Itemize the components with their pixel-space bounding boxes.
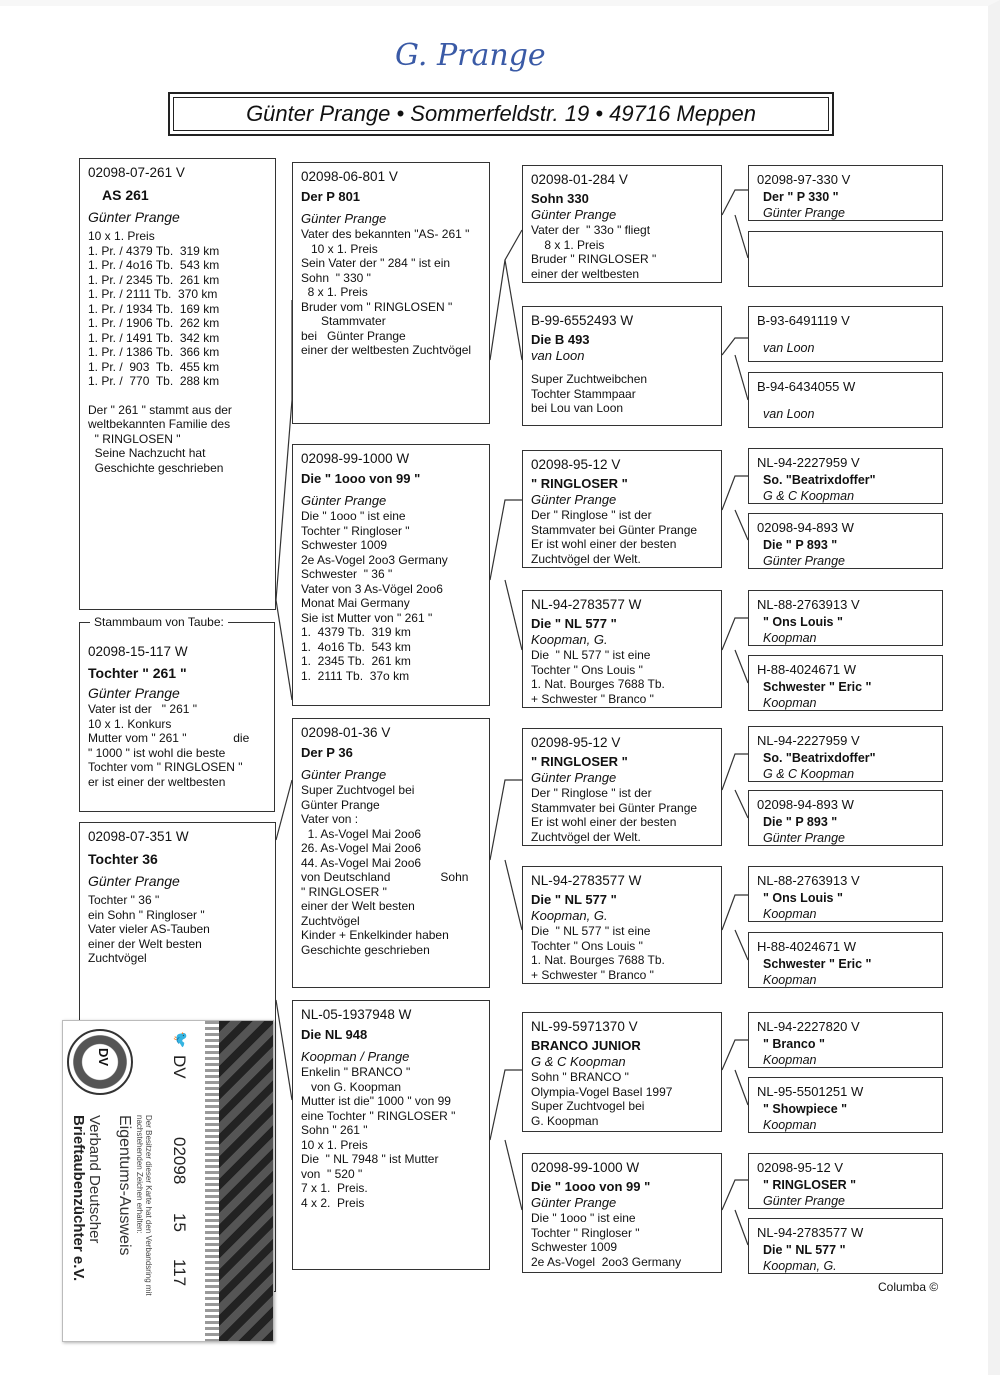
gen4-box: [748, 448, 943, 504]
gen4-box: [748, 655, 943, 711]
gen3-reg: NL-94-2783577 W: [531, 873, 642, 888]
card-dv: DV: [170, 1055, 189, 1079]
gen3-line: 1. Nat. Bourges 7688 Tb.: [531, 677, 665, 691]
subject-line: 1. Pr. / 2345 Tb. 261 km: [88, 272, 220, 287]
gen2-line: Vater von :: [301, 812, 359, 826]
stammbaum-line: 10 x 1. Konkurs: [88, 716, 172, 731]
gen3-line: Super Zuchtvogel bei: [531, 1099, 645, 1113]
gen3-line: Sohn " BRANCO ": [531, 1070, 629, 1084]
stammbaum-reg: 02098-15-117 W: [88, 644, 188, 659]
gen4-reg: NL-94-2227820 V: [757, 1019, 860, 1034]
gen4-reg: NL-88-2763913 V: [757, 597, 860, 612]
gen2-breeder: Koopman / Prange: [301, 1049, 410, 1064]
gen2-line: Mutter ist die" 1000 " von 99: [301, 1094, 451, 1108]
gen4-breeder: Koopman: [763, 1053, 817, 1067]
gen3-line: + Schwester " Branco ": [531, 691, 654, 706]
gen3-box: [522, 1153, 722, 1273]
gen4-breeder: Koopman: [763, 907, 817, 921]
gen2-line: 1. 2111 Tb. 37o km: [301, 668, 410, 683]
gen4-name: Die " P 893 ": [763, 815, 838, 829]
gen4-breeder: Günter Prange: [763, 1194, 845, 1208]
gen2-line: Sohn " 261 ": [301, 1123, 368, 1137]
gen4-reg: NL-94-2227959 V: [757, 455, 860, 470]
gen2-name: Die NL 948: [301, 1027, 368, 1042]
gen4-breeder: Koopman: [763, 696, 817, 710]
gen2-line: Tochter " Ringloser ": [301, 523, 410, 538]
pigeon-icon: 🐦: [173, 1031, 189, 1049]
gen2-line: von G. Koopman: [301, 1079, 402, 1094]
gen3-reg: 02098-99-1000 W: [531, 1160, 640, 1175]
gen3-line: Tochter Stammpaar: [531, 386, 636, 401]
gen4-breeder: G & C Koopman: [763, 767, 855, 781]
gen3-line: Der " Ringlose " ist der: [531, 508, 652, 522]
gen2-line: von Deutschland Sohn: [301, 870, 469, 884]
stammbaum-name: Tochter " 261 ": [88, 665, 187, 681]
gen4-reg: NL-95-5501251 W: [757, 1084, 864, 1099]
gen2-box: [292, 444, 490, 706]
gen3-breeder: Koopman, G.: [531, 632, 608, 647]
ownership-card-content: [63, 1021, 273, 1341]
gen3-line: 2e As-Vogel 2oo3 Germany: [531, 1254, 682, 1269]
mother-line: Vater vieler AS-Tauben: [88, 922, 210, 936]
gen4-box: [748, 1012, 943, 1068]
card-stripe-pattern: [205, 1021, 219, 1341]
subject-line: 1. Pr. / 4o16 Tb. 543 km: [88, 258, 220, 272]
gen2-line: Vater des bekannten "AS- 261 ": [301, 227, 470, 241]
subject-line: 1. Pr. / 1906 Tb. 262 km: [88, 316, 220, 330]
gen2-line: Enkelin " BRANCO ": [301, 1065, 411, 1079]
gen4-reg: NL-88-2763913 V: [757, 873, 860, 888]
gen3-line: Er ist wohl einer der besten: [531, 815, 677, 829]
gen3-box: [522, 306, 722, 426]
subject-box: [79, 158, 276, 610]
card-logo-text: DV: [96, 1048, 111, 1067]
gen2-line: einer der weltbesten Zuchtvögel: [301, 343, 472, 357]
gen4-box: [748, 590, 943, 646]
gen2-line: 1. 4379 Tb. 319 km: [301, 625, 411, 639]
gen3-line: Tochter " Ringloser ": [531, 1225, 640, 1240]
gen4-reg: H-88-4024671 W: [757, 939, 856, 954]
gen3-reg: B-99-6552493 W: [531, 313, 634, 328]
gen3-line: Zuchtvögel der Welt.: [531, 829, 641, 844]
gen4-box: [748, 513, 943, 569]
columba-copyright: Columba ©: [878, 1280, 939, 1294]
gen3-box: [522, 450, 722, 568]
gen2-line: Sein Vater der " 284 " ist ein: [301, 256, 451, 270]
gen2-line: von " 520 ": [301, 1166, 363, 1181]
mother-reg: 02098-07-351 W: [88, 829, 189, 844]
gen4-reg: 02098-94-893 W: [757, 520, 854, 535]
subject-line: " RINGLOSEN ": [88, 431, 181, 446]
gen2-line: " RINGLOSER ": [301, 884, 387, 899]
gen2-box: [292, 718, 490, 988]
gen2-line: Die " 1ooo " ist eine: [301, 509, 406, 523]
stammbaum-breeder: Günter Prange: [88, 684, 180, 701]
mother-line: ein Sohn " Ringloser ": [88, 907, 205, 922]
gen2-line: 1. 2345 Tb. 261 km: [301, 654, 411, 668]
gen2-line: 2e As-Vogel 2oo3 Germany: [301, 552, 448, 567]
gen4-box: [748, 231, 943, 287]
gen2-reg: 02098-99-1000 W: [301, 451, 410, 466]
gen2-line: Monat Mai Germany: [301, 596, 410, 610]
gen4-box: [748, 932, 943, 988]
gen3-box: [522, 165, 722, 283]
gen4-name: " Showpiece ": [763, 1102, 848, 1116]
gen2-line: Zuchtvögel: [301, 913, 360, 928]
gen2-box: [292, 162, 490, 424]
gen4-name: So. "Beatrixdoffer": [763, 473, 876, 487]
gen3-name: BRANCO JUNIOR: [531, 1038, 641, 1053]
subject-line: 1. Pr. / 1386 Tb. 366 km: [88, 345, 220, 359]
gen3-breeder: G & C Koopman: [531, 1054, 626, 1069]
gen2-line: Schwester " 36 ": [301, 567, 393, 581]
gen4-name: Die " P 893 ": [763, 538, 838, 552]
stammbaum-line: er ist einer der weltbesten: [88, 774, 226, 789]
gen3-line: Die " 1ooo " ist eine: [531, 1211, 636, 1225]
gen4-reg: NL-94-2783577 W: [757, 1225, 864, 1240]
gen3-name: Die B 493: [531, 332, 590, 347]
subject-line: weltbekannten Familie des: [88, 417, 231, 431]
gen3-reg: 02098-01-284 V: [531, 172, 628, 187]
gen2-name: Der P 36: [301, 745, 353, 760]
gen3-line: Zuchtvögel der Welt.: [531, 551, 641, 566]
subject-line: 1. Pr. / 903 Tb. 455 km: [88, 359, 220, 374]
gen3-line: Super Zuchtweibchen: [531, 372, 648, 386]
mother-line: Tochter " 36 ": [88, 893, 160, 907]
gen4-breeder: van Loon: [763, 341, 815, 355]
gen4-box: [748, 1218, 943, 1274]
subject-line: 1. Pr. / 1491 Tb. 342 km: [88, 330, 220, 345]
card-ring-number: 15: [170, 1213, 189, 1232]
gen3-line: Schwester 1009: [531, 1240, 618, 1254]
subject-line: [88, 389, 267, 403]
gen2-line: Die " NL 7948 " ist Mutter: [301, 1152, 439, 1166]
gen3-line: 8 x 1. Preis: [531, 237, 605, 252]
gen2-line: Schwester 1009: [301, 538, 388, 552]
mother-name: Tochter 36: [88, 851, 158, 867]
gen3-line: Tochter " Ons Louis ": [531, 662, 643, 677]
gen2-line: bei Günter Prange: [301, 328, 406, 343]
subject-line: Geschichte geschrieben: [88, 460, 224, 475]
gen4-reg: NL-94-2227959 V: [757, 733, 860, 748]
gen3-line: Olympia-Vogel Basel 1997: [531, 1084, 673, 1099]
gen3-line: Bruder " RINGLOSER ": [531, 252, 657, 266]
gen3-name: Die " NL 577 ": [531, 892, 617, 907]
subject-line: Der " 261 " stammt aus der: [88, 402, 232, 417]
gen3-box: [522, 866, 722, 984]
gen4-name: Schwester " Eric ": [763, 680, 872, 694]
gen3-breeder: Günter Prange: [531, 770, 617, 785]
gen3-line: Tochter " Ons Louis ": [531, 938, 643, 953]
gen2-breeder: Günter Prange: [301, 493, 387, 508]
gen4-name: " Ons Louis ": [763, 891, 843, 905]
gen4-box: [748, 165, 943, 221]
gen4-name: So. "Beatrixdoffer": [763, 751, 876, 765]
gen3-line: Vater der " 33o " fliegt: [531, 223, 651, 237]
card-ring-number: 02098: [170, 1137, 189, 1185]
gen4-box: [748, 866, 943, 922]
gen2-reg: NL-05-1937948 W: [301, 1007, 412, 1022]
gen3-reg: NL-94-2783577 W: [531, 597, 642, 612]
gen4-name: Schwester " Eric ": [763, 957, 872, 971]
signature: G. Prange: [395, 38, 546, 73]
gen3-line: + Schwester " Branco ": [531, 967, 654, 982]
gen3-box: [522, 728, 722, 846]
gen4-breeder: Koopman: [763, 973, 817, 987]
gen2-line: 26. As-Vogel Mai 2oo6: [301, 841, 422, 855]
gen2-line: 1. As-Vogel Mai 2oo6: [301, 826, 422, 841]
subject-reg: 02098-07-261 V: [88, 165, 185, 180]
gen2-line: 10 x 1. Preis: [301, 1137, 368, 1152]
gen3-breeder: Koopman, G.: [531, 908, 608, 923]
gen3-name: Die " 1ooo von 99 ": [531, 1179, 651, 1194]
gen2-line: 10 x 1. Preis: [301, 241, 378, 256]
card-org-line2: Brieftaubenzüchter e.V.: [70, 1115, 87, 1282]
gen2-line: 4 x 2. Preis: [301, 1195, 365, 1210]
gen3-name: " RINGLOSER ": [531, 476, 628, 491]
gen3-name: " RINGLOSER ": [531, 754, 628, 769]
gen4-name: " RINGLOSER ": [763, 1178, 857, 1192]
gen4-box: [748, 726, 943, 782]
gen3-line: Die " NL 577 " ist eine: [531, 924, 651, 938]
page-header: [168, 92, 834, 136]
stammbaum-box: [79, 615, 275, 812]
card-title: Eigentums-Ausweis: [116, 1115, 133, 1256]
header-title: Günter Prange • Sommerfeldstr. 19 • 49716 Meppen: [246, 101, 756, 126]
ownership-card: [62, 1020, 274, 1342]
gen2-line: 7 x 1. Preis.: [301, 1181, 368, 1195]
gen4-breeder: G & C Koopman: [763, 489, 855, 503]
gen4-reg: B-94-6434055 W: [757, 379, 856, 394]
card-ring-number: 117: [170, 1259, 189, 1287]
gen4-box: [748, 372, 943, 428]
gen3-line: Stammvater bei Günter Prange: [531, 800, 698, 815]
gen4-reg: H-88-4024671 W: [757, 662, 856, 677]
gen3-box: [522, 590, 722, 708]
gen4-reg: 02098-94-893 W: [757, 797, 854, 812]
gen3-line: G. Koopman: [531, 1113, 599, 1128]
gen4-box: [748, 1153, 943, 1209]
mother-line: Zuchtvögel: [88, 951, 147, 965]
gen2-line: einer der Welt besten: [301, 899, 415, 913]
subject-line: 1. Pr. / 770 Tb. 288 km: [88, 374, 220, 388]
gen3-line: Stammvater bei Günter Prange: [531, 522, 698, 537]
gen3-line: Er ist wohl einer der besten: [531, 537, 677, 551]
card-stripe: [219, 1021, 273, 1341]
stammbaum-line: Mutter vom " 261 " die: [88, 731, 250, 745]
gen4-reg: B-93-6491119 V: [757, 313, 850, 328]
stammbaum-line: Tochter vom " RINGLOSEN ": [88, 760, 243, 774]
gen4-reg: 02098-97-330 V: [757, 172, 851, 187]
subject-line: 1. Pr. / 2111 Tb. 370 km: [88, 287, 218, 301]
gen2-line: Sohn " 330 ": [301, 270, 371, 285]
gen2-reg: 02098-01-36 V: [301, 725, 391, 740]
gen2-name: Die " 1ooo von 99 ": [301, 471, 421, 486]
gen2-breeder: Günter Prange: [301, 767, 387, 782]
gen2-line: Sie ist Mutter von " 261 ": [301, 610, 433, 625]
gen2-line: Super Zuchtvogel bei: [301, 783, 415, 797]
subject-line: 1. Pr. / 4379 Tb. 319 km: [88, 243, 220, 258]
gen2-line: Günter Prange: [301, 797, 380, 812]
gen2-reg: 02098-06-801 V: [301, 169, 398, 184]
gen4-name: Die " NL 577 ": [763, 1243, 846, 1257]
gen2-line: 44. As-Vogel Mai 2oo6: [301, 855, 422, 870]
gen3-reg: NL-99-5971370 V: [531, 1019, 638, 1034]
gen2-line: Geschichte geschrieben: [301, 942, 430, 957]
gen3-breeder: van Loon: [531, 348, 585, 363]
mother-breeder: Günter Prange: [88, 873, 180, 889]
subject-name: AS 261: [102, 187, 149, 203]
gen3-name: Die " NL 577 ": [531, 616, 617, 631]
gen4-breeder: van Loon: [763, 407, 815, 421]
gen3-line: Die " NL 577 " ist eine: [531, 648, 651, 662]
subject-breeder: Günter Prange: [88, 209, 180, 225]
gen3-reg: 02098-95-12 V: [531, 735, 621, 750]
card-org-line1: Verband Deutscher: [86, 1115, 103, 1244]
gen3-breeder: Günter Prange: [531, 492, 617, 507]
gen3-breeder: Günter Prange: [531, 1195, 617, 1210]
gen2-line: Vater von 3 As-Vögel 2oo6: [301, 581, 443, 596]
gen2-line: Stammvater: [301, 314, 386, 328]
gen4-name: " Ons Louis ": [763, 615, 843, 629]
gen2-name: Der P 801: [301, 189, 361, 204]
gen4-breeder: Günter Prange: [763, 831, 845, 845]
gen4-box: [748, 790, 943, 846]
gen4-box: [748, 1077, 943, 1133]
gen4-name: " Branco ": [763, 1037, 825, 1051]
gen4-breeder: Günter Prange: [763, 206, 845, 220]
gen4-box: [748, 306, 943, 362]
gen4-breeder: Koopman: [763, 631, 817, 645]
gen2-line: eine Tochter " RINGLOSER ": [301, 1108, 456, 1123]
subject-line: 1. Pr. / 1934 Tb. 169 km: [88, 301, 220, 316]
gen2-box: [292, 1000, 490, 1270]
gen3-box: [522, 1012, 722, 1132]
gen4-reg: 02098-95-12 V: [757, 1160, 844, 1175]
gen2-line: Kinder + Enkelkinder haben: [301, 928, 449, 942]
gen2-line: 1. 4o16 Tb. 543 km: [301, 639, 411, 654]
gen4-name: [763, 396, 934, 406]
gen3-line: 1. Nat. Bourges 7688 Tb.: [531, 953, 665, 967]
gen2-line: 8 x 1. Preis: [301, 285, 368, 299]
card-note: Der Besitzer dieser Karte hat den Verbandsring mit nachstehenden Zeichen erhalten:: [135, 1115, 153, 1296]
gen3-line: bei Lou van Loon: [531, 401, 624, 415]
gen2-breeder: Günter Prange: [301, 211, 387, 226]
gen3-name: Sohn 330: [531, 191, 589, 206]
gen3-breeder: Günter Prange: [531, 207, 617, 222]
gen3-line: Der " Ringlose " ist der: [531, 786, 652, 800]
stammbaum-line: Vater ist der " 261 ": [88, 702, 198, 716]
gen4-breeder: Günter Prange: [763, 554, 845, 568]
gen3-reg: 02098-95-12 V: [531, 457, 621, 472]
gen4-breeder: Koopman, G.: [763, 1259, 837, 1273]
mother-line: einer der Welt besten: [88, 936, 202, 951]
subject-line: Seine Nachzucht hat: [88, 446, 206, 460]
gen2-line: Bruder vom " RINGLOSEN ": [301, 299, 453, 314]
stammbaum-legend: Stammbaum von Taube:: [90, 615, 228, 630]
gen4-breeder: Koopman: [763, 1118, 817, 1132]
subject-line: 10 x 1. Preis: [88, 229, 155, 243]
stammbaum-line: " 1000 " ist wohl die beste: [88, 745, 226, 760]
gen4-name: [763, 330, 934, 340]
gen4-name: Der " P 330 ": [763, 190, 839, 204]
gen3-line: einer der weltbesten: [531, 266, 640, 281]
